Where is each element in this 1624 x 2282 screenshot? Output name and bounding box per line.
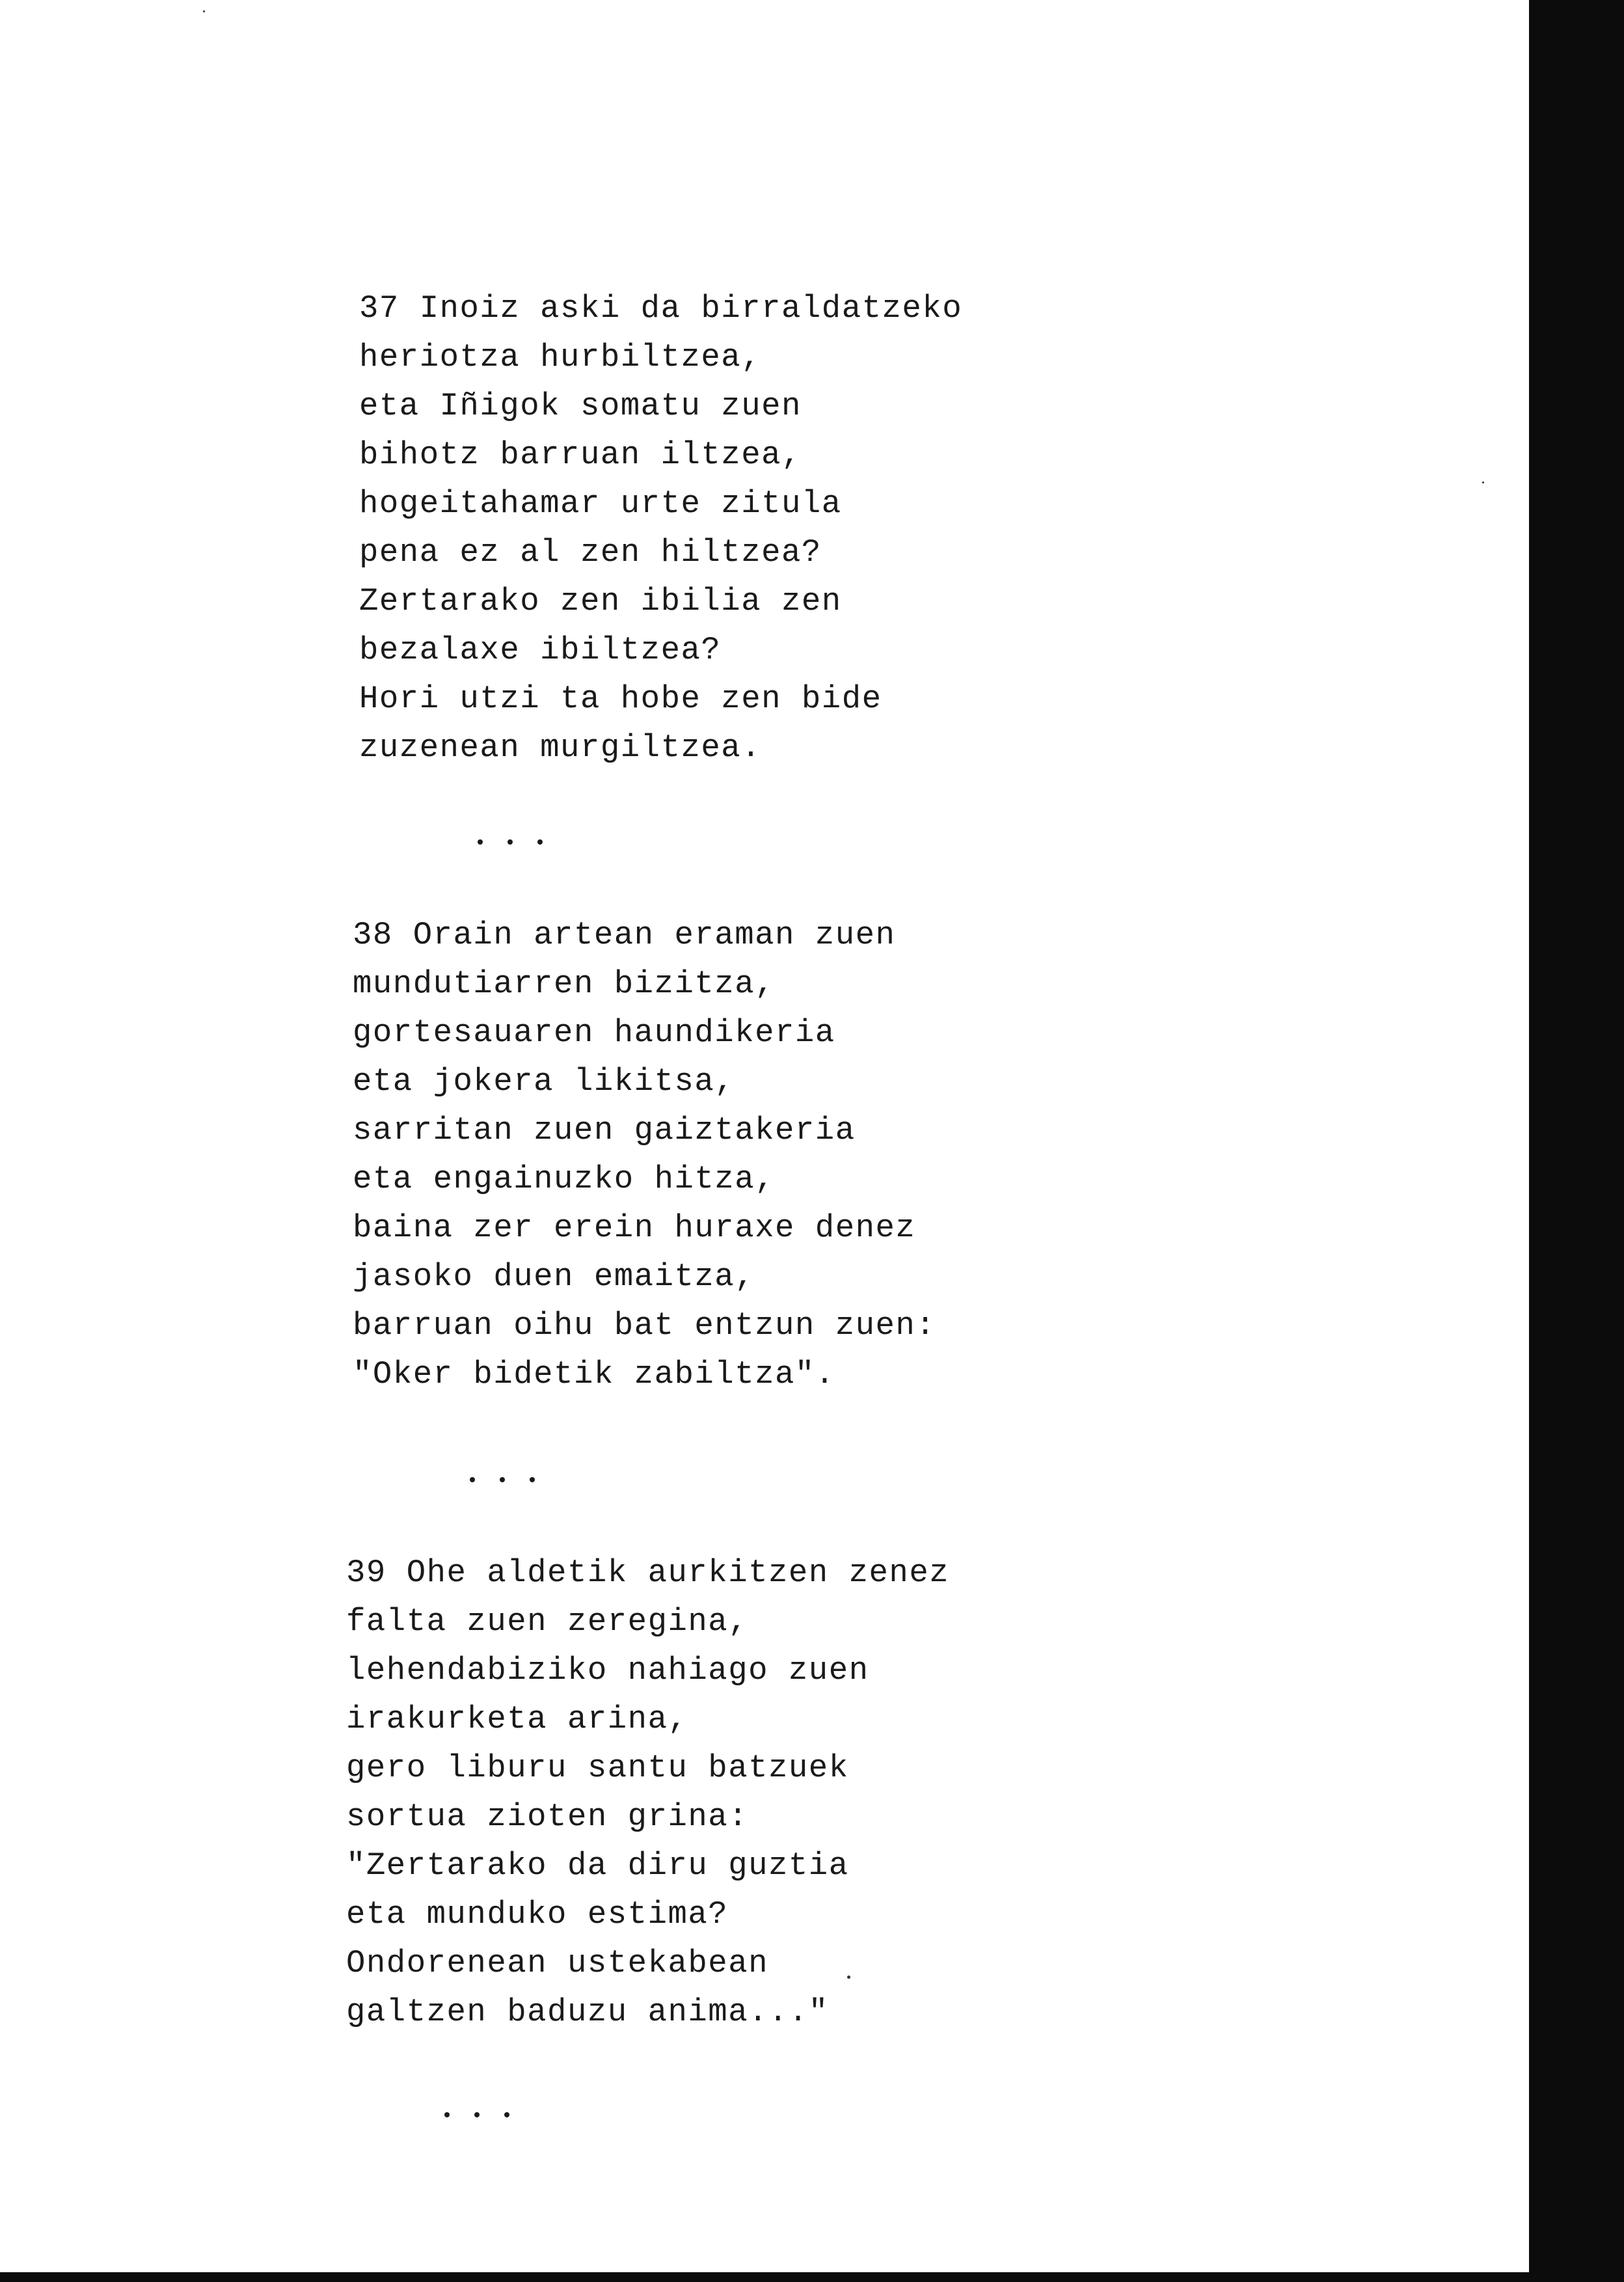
- verse-line: "Oker bidetik zabiltza".: [353, 1356, 835, 1392]
- separator-dot: [508, 839, 513, 845]
- verse-line: 38 Orain artean eraman zuen: [353, 917, 896, 953]
- verse-line: falta zuen zeregina,: [346, 1603, 749, 1640]
- verse-line: 39 Ohe aldetik aurkitzen zenez: [346, 1555, 950, 1591]
- verse-line: gortesauaren haundikeria: [353, 1014, 835, 1051]
- stanza-39: [346, 1549, 949, 2037]
- verse-line: baina zer erein huraxe denez: [353, 1210, 916, 1246]
- verse-line: Hori utzi ta hobe zen bide: [359, 681, 882, 717]
- separator-dot: [504, 2112, 509, 2117]
- verse-line: Zertarako zen ibilia zen: [359, 583, 842, 619]
- verse-line: Ondorenean ustekabean: [346, 1945, 769, 1981]
- separator-dot: [478, 839, 483, 845]
- verse-line: galtzen baduzu anima...": [346, 1994, 829, 2030]
- verse-line: pena ez al zen hiltzea?: [359, 534, 822, 571]
- verse-line: barruan oihu bat entzun zuen:: [353, 1307, 936, 1344]
- stanza-separator: [470, 1473, 548, 1486]
- verse-line: bezalaxe ibiltzea?: [359, 632, 722, 668]
- verse-line: eta Iñigok somatu zuen: [359, 388, 802, 424]
- verse-line: irakurketa arina,: [346, 1701, 688, 1737]
- separator-dot: [470, 1477, 475, 1482]
- verse-line: sortua zioten grina:: [346, 1799, 749, 1835]
- scan-border-bottom: [0, 2272, 1624, 2282]
- stanza-37: [359, 284, 962, 772]
- verse-line: sarritan zuen gaiztakeria: [353, 1112, 856, 1148]
- verse-line: hogeitahamar urte zitula: [359, 485, 842, 522]
- verse-line: 37 Inoiz aski da birraldatzeko: [359, 290, 963, 327]
- verse-line: eta jokera likitsa,: [353, 1063, 735, 1100]
- verse-line: heriotza hurbiltzea,: [359, 339, 762, 375]
- verse-line: "Zertarako da diru guztia: [346, 1847, 849, 1884]
- separator-dot: [474, 2112, 480, 2117]
- verse-line: zuzenean murgiltzea.: [359, 729, 762, 766]
- verse-line: gero liburu santu batzuek: [346, 1750, 849, 1786]
- separator-dot: [530, 1477, 535, 1482]
- scan-speck: [1482, 482, 1484, 483]
- verse-line: bihotz barruan iltzea,: [359, 437, 802, 473]
- stanza-38: [353, 911, 936, 1399]
- scan-speck: [203, 10, 205, 12]
- verse-line: lehendabiziko nahiago zuen: [346, 1652, 869, 1689]
- verse-line: mundutiarren bizitza,: [353, 966, 776, 1002]
- separator-dot: [537, 839, 543, 845]
- stanza-separator: [478, 835, 556, 849]
- separator-dot: [500, 1477, 505, 1482]
- stanza-separator: [444, 2108, 522, 2121]
- scan-border-right: [1529, 0, 1624, 2282]
- separator-dot: [444, 2112, 450, 2117]
- scan-speck: [847, 1976, 850, 1979]
- verse-line: jasoko duen emaitza,: [353, 1258, 755, 1295]
- verse-line: eta munduko estima?: [346, 1896, 729, 1933]
- verse-line: eta engainuzko hitza,: [353, 1161, 776, 1197]
